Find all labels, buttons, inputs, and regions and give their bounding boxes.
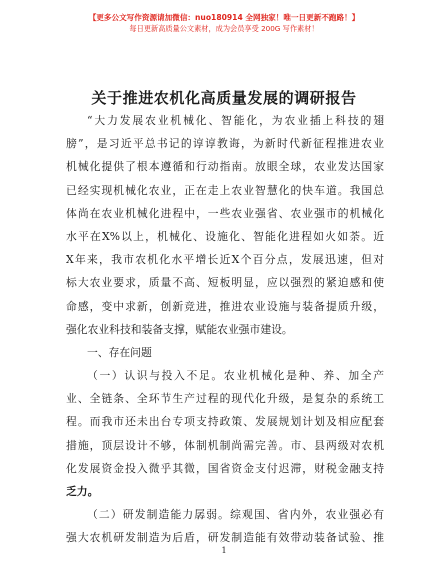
body-line: （一）认识与投入不足。农业机械化是种、养、加全产 [87, 369, 384, 383]
body-line: X年来，我市农机化水平增长近X个百分点，发展迅速，但对 [66, 253, 384, 267]
body-line: 乏力。 [66, 485, 99, 498]
body-line: 已经实现机械化农业，正在走上农业智慧化的快车道。我国总 [66, 183, 384, 197]
body-line: 体尚在农业机械化进程中，一些农业强省、农业强市的机械化 [66, 206, 384, 220]
promo-line-2: 每日更新高质量公文素材，成为会员享受 200G 写作素材！ [129, 24, 319, 33]
page-number: 1 [221, 546, 227, 555]
body-line: 程。而我市还未出台专项支持政策、发展规划计划及相应配套 [66, 415, 384, 429]
body-line: 业、全链条、全环节生产过程的现代化升级，是复杂的系统工 [66, 392, 384, 406]
body-line: 水平在X%以上，机械化、设施化、智能化进程如火如荼。近 [66, 229, 384, 243]
promo-line-1: 【更多公文写作资源请加微信：nuo180914 全网独家！唯一日更新不跑路！】 [88, 13, 360, 22]
body-line: 机械化提供了根本遵循和行动指南。放眼全球，农业发达国家 [66, 160, 384, 174]
body-line: “大力发展农业机械化、智能化，为农业插上科技的翅 [87, 114, 384, 127]
body-line: 化发展资金投入微乎其微，国省资金支付迟滞，财税金融支持 [66, 461, 384, 475]
body-line: 标大农业要求，质量不高、短板明显，应以强烈的紧迫感和使 [66, 276, 384, 290]
body-line: （二）研发制造能力孱弱。综观国、省内外，农业强必有 [87, 508, 384, 522]
document-body [66, 109, 384, 550]
body-line: 命感，变中求新，创新竞进，推进农业设施与装备提质升级， [66, 299, 384, 313]
body-line: 膀”，是习近平总书记的谆谆教诲，为新时代新征程推进农业 [66, 137, 384, 151]
body-line: 措施，顶层设计不够，体制机制尚需完善。市、县两级对农机 [66, 438, 384, 452]
section-heading: 一、存在问题 [87, 345, 152, 359]
document-title: 关于推进农机化高质量发展的调研报告 [91, 89, 357, 107]
body-line: 强大农机研发制造为后盾，研发制造能有效带动装备试验、推 [66, 531, 384, 545]
promo-banner [0, 12, 448, 34]
body-line: 强化农业科技和装备支撑，赋能农业强市建设。 [66, 322, 293, 336]
